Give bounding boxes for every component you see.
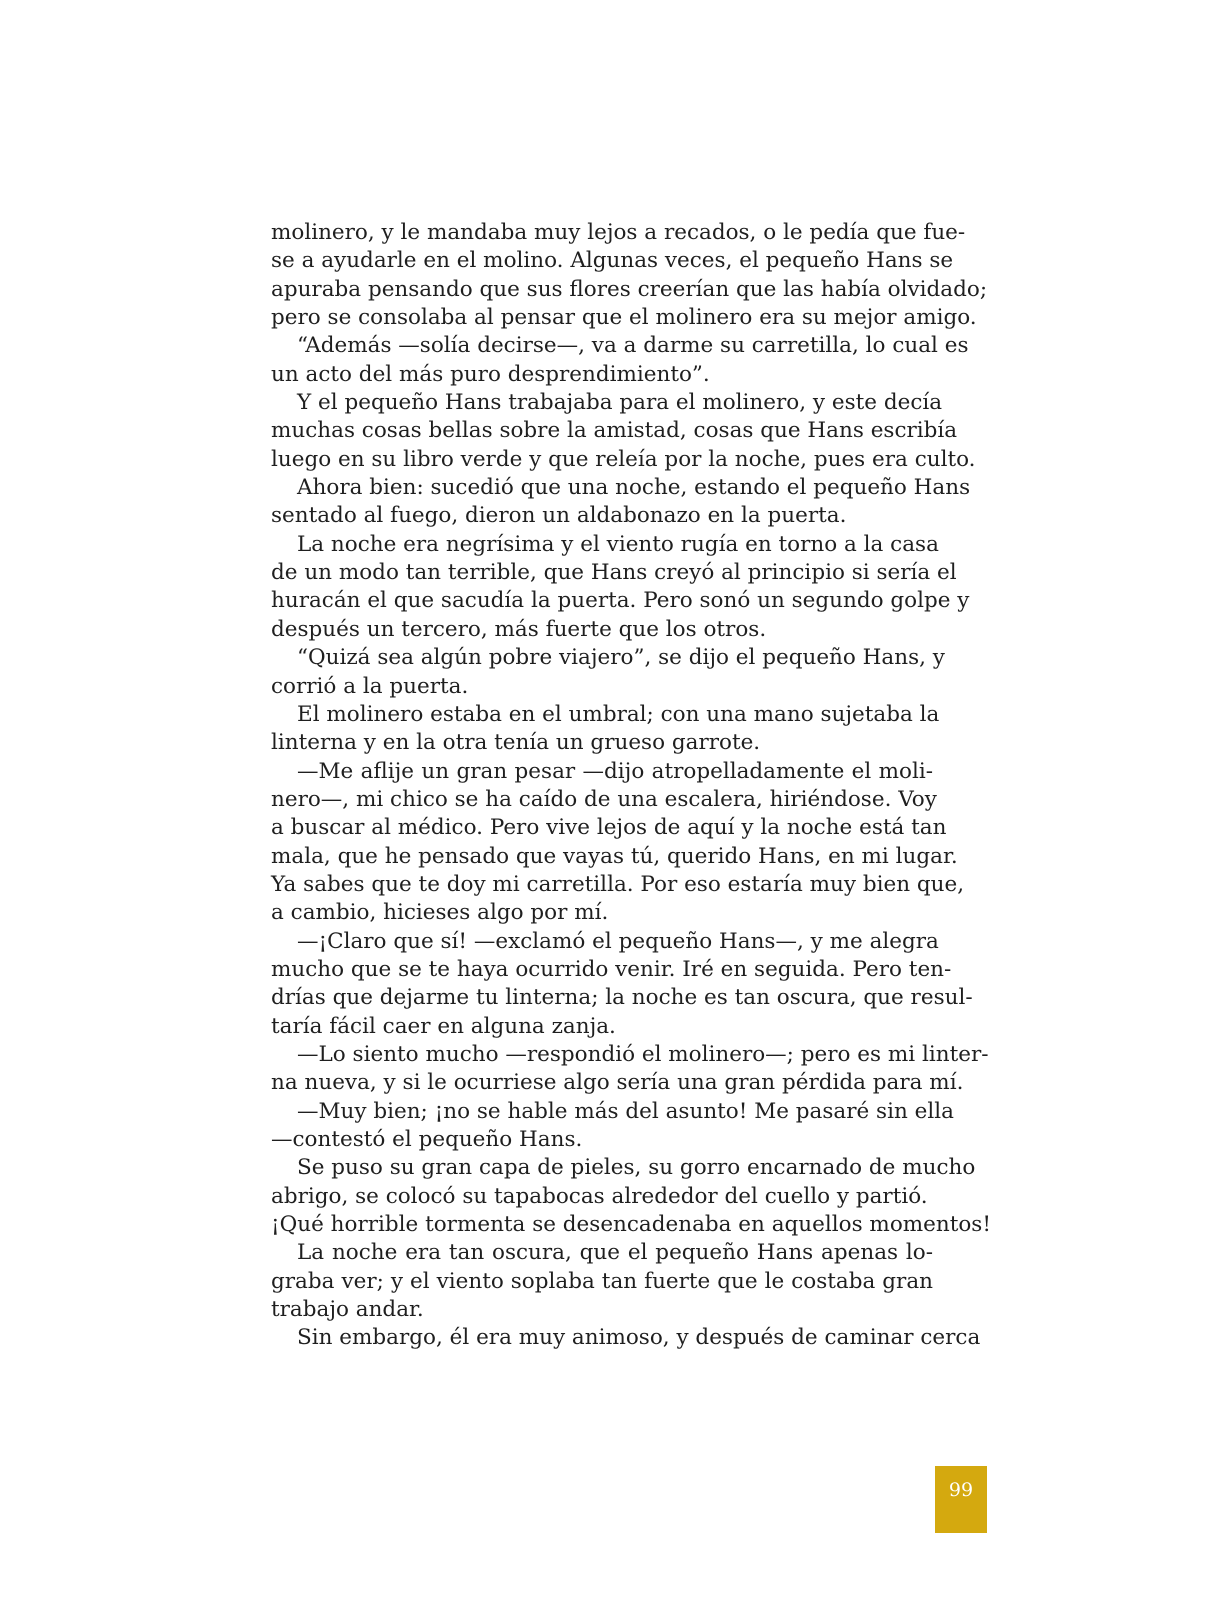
text-line: nero—, mi chico se ha caído de una escalera, hiriéndose. Voy <box>271 786 937 812</box>
text-line: a buscar al médico. Pero vive lejos de aquí y la noche está tan <box>271 815 947 841</box>
text-line: graba ver; y el viento soplaba tan fuerte que le costaba gran <box>271 1268 933 1294</box>
text-line: na nueva, y si le ocurriese algo sería una gran pérdida para mí. <box>271 1070 964 1096</box>
page-number: 99 <box>948 1479 974 1501</box>
paragraph <box>271 1098 954 1155</box>
text-line: Se puso su gran capa de pieles, su gorro encarnado de mucho <box>297 1155 976 1181</box>
text-line: apuraba pensando que sus flores creerían que las había olvidado; <box>271 276 988 302</box>
text-line: —Me aflije un gran pesar —dijo atropelladamente el moli- <box>297 758 933 784</box>
text-line: —Muy bien; ¡no se hable más del asunto! Me pasaré sin ella <box>297 1098 954 1124</box>
text-line: linterna y en la otra tenía un grueso garrote. <box>271 730 761 756</box>
paragraph <box>271 701 940 758</box>
text-line: Y el pequeño Hans trabajaba para el molinero, y este decía <box>297 390 943 416</box>
text-line: —¡Claro que sí! —exclamó el pequeño Hans—, y me alegra <box>297 928 939 954</box>
paragraph <box>271 1041 989 1098</box>
text-line: sentado al fuego, dieron un aldabonazo en la puerta. <box>271 503 847 529</box>
text-line: Ahora bien: sucedió que una noche, estando el pequeño Hans <box>297 475 971 501</box>
text-line: después un tercero, más fuerte que los otros. <box>271 616 767 642</box>
paragraph <box>271 332 969 389</box>
text-line: ¡Qué horrible tormenta se desencadenaba en aquellos momentos! <box>271 1212 991 1238</box>
paragraph <box>271 758 965 928</box>
text-line: a cambio, hicieses algo por mí. <box>271 900 609 926</box>
body-text <box>271 219 991 1353</box>
text-line: El molinero estaba en el umbral; con una mano sujetaba la <box>297 701 940 727</box>
paragraph <box>271 928 973 1041</box>
text-line: taría fácil caer en alguna zanja. <box>271 1013 616 1039</box>
text-line: de un modo tan terrible, que Hans creyó al principio si sería el <box>271 560 957 586</box>
text-line: muchas cosas bellas sobre la amistad, cosas que Hans escribía <box>271 418 958 444</box>
text-line: abrigo, se colocó su tapabocas alrededor del cuello y partió. <box>271 1183 928 1209</box>
paragraph <box>271 644 945 701</box>
paragraph <box>271 1154 976 1211</box>
text-line: molinero, y le mandaba muy lejos a recados, o le pedía que fue- <box>271 220 966 245</box>
paragraph <box>271 1239 933 1324</box>
text-line: “Además —solía decirse—, va a darme su carretilla, lo cual es <box>297 333 969 359</box>
text-line: corrió a la puerta. <box>271 673 469 699</box>
text-line: mucho que se te haya ocurrido venir. Iré en seguida. Pero ten- <box>271 956 952 982</box>
paragraph <box>271 474 971 531</box>
text-line: Sin embargo, él era muy animoso, y después de caminar cerca <box>297 1325 981 1351</box>
page-number-box <box>935 1466 987 1533</box>
text-line: La noche era negrísima y el viento rugía en torno a la casa <box>297 531 939 557</box>
text-line: trabajo andar. <box>271 1297 424 1323</box>
text-line: Ya sabes que te doy mi carretilla. Por eso estaría muy bien que, <box>271 871 965 897</box>
paragraph <box>271 1324 981 1352</box>
paragraph <box>271 531 970 644</box>
text-line: La noche era tan oscura, que el pequeño Hans apenas lo- <box>297 1240 933 1266</box>
text-line: huracán el que sacudía la puerta. Pero sonó un segundo golpe y <box>271 588 970 614</box>
paragraph <box>271 389 976 474</box>
text-line: mala, que he pensado que vayas tú, querido Hans, en mi lugar. <box>271 843 958 869</box>
text-line: un acto del más puro desprendimiento”. <box>271 361 710 387</box>
text-line: pero se consolaba al pensar que el molinero era su mejor amigo. <box>271 305 977 331</box>
text-line: —contestó el pequeño Hans. <box>271 1127 583 1152</box>
paragraph <box>271 219 988 332</box>
text-line: se a ayudarle en el molino. Algunas veces, el pequeño Hans se <box>271 248 954 274</box>
text-line: “Quizá sea algún pobre viajero”, se dijo el pequeño Hans, y <box>297 645 945 671</box>
paragraph <box>271 1211 991 1239</box>
text-line: luego en su libro verde y que releía por la noche, pues era culto. <box>271 446 976 472</box>
text-line: —Lo siento mucho —respondió el molinero—; pero es mi linter- <box>297 1041 989 1067</box>
text-line: drías que dejarme tu linterna; la noche es tan oscura, que resul- <box>271 985 973 1011</box>
